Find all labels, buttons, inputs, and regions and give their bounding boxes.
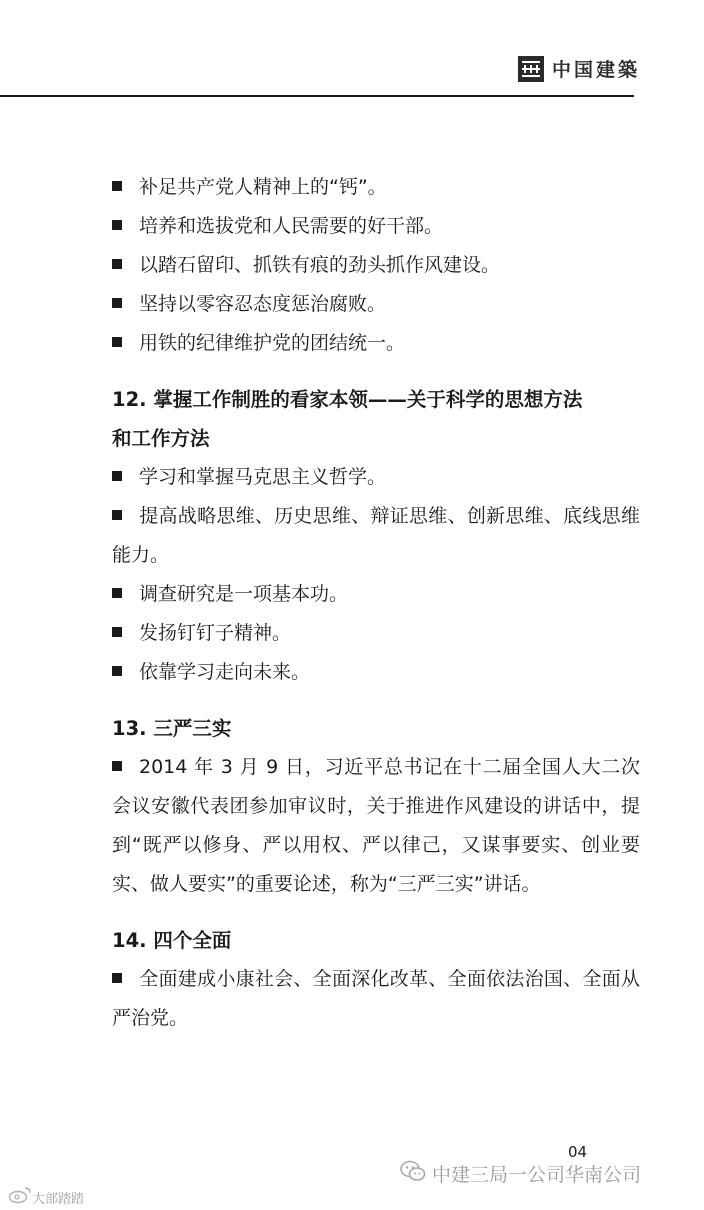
page-header [0, 0, 704, 98]
weibo-watermark [8, 1186, 84, 1208]
watermark-text: 中建三局一公司华南公司 [432, 1164, 642, 1186]
square-bullet-icon [112, 337, 122, 347]
paragraph [112, 960, 640, 1038]
list-item [112, 285, 640, 324]
square-bullet-icon [112, 666, 122, 676]
weibo-text: 大部踏踏 [32, 1191, 85, 1207]
list-item-text: 以踏石留印、抓铁有痕的劲头抓作风建设。 [139, 254, 501, 276]
section-heading-12-cont: 和工作方法 [112, 427, 210, 450]
square-bullet-icon [112, 471, 122, 481]
list-item [112, 614, 640, 653]
square-bullet-icon [112, 761, 122, 771]
list-item [112, 207, 640, 246]
square-bullet-icon [112, 181, 122, 191]
list-item [112, 497, 640, 575]
paragraph [112, 748, 640, 904]
wechat-watermark [400, 1160, 641, 1187]
page-number: 04 [568, 1143, 588, 1161]
paragraph-text: 全面建成小康社会、全面深化改革、全面依法治国、全面从严治党。 [112, 968, 640, 1029]
list-item-text: 发扬钉钉子精神。 [139, 622, 292, 644]
cscec-logo [518, 55, 640, 82]
header-divider [0, 95, 634, 97]
list-item [112, 653, 640, 692]
list-item [112, 575, 640, 614]
logo-text: 中国建築 [552, 59, 641, 81]
list-item-text: 学习和掌握马克思主义哲学。 [139, 466, 387, 488]
list-item-text: 培养和选拔党和人民需要的好干部。 [139, 215, 444, 237]
cscec-logo-icon [518, 56, 544, 82]
list-item [112, 458, 640, 497]
wechat-icon [400, 1160, 426, 1187]
section-heading-12: 12. 掌握工作制胜的看家本领——关于科学的思想方法 [112, 388, 583, 411]
section-heading-13: 13. 三严三实 [112, 717, 232, 740]
list-item [112, 324, 640, 363]
list-item [112, 246, 640, 285]
square-bullet-icon [112, 973, 122, 983]
square-bullet-icon [112, 298, 122, 308]
list-item-text: 依靠学习走向未来。 [139, 661, 311, 683]
list-item-text: 提高战略思维、历史思维、辩证思维、创新思维、底线思维能力。 [112, 505, 640, 566]
section-heading-14: 14. 四个全面 [112, 929, 232, 952]
document-body [112, 168, 640, 1038]
list-item-text: 用铁的纪律维护党的团结统一。 [139, 332, 406, 354]
square-bullet-icon [112, 220, 122, 230]
list-item-text: 坚持以零容忍态度惩治腐败。 [139, 293, 387, 315]
square-bullet-icon [112, 588, 122, 598]
square-bullet-icon [112, 259, 122, 269]
list-item [112, 168, 640, 207]
list-item-text: 补足共产党人精神上的“钙”。 [139, 176, 387, 198]
weibo-icon [8, 1186, 32, 1208]
paragraph-text: 2014 年 3 月 9 日，习近平总书记在十二届全国人大二次会议安徽代表团参加审议时，关于推进作风建设的讲话中，提到“既严以修身、严以用权、严以律己，又谋事要实、创业要实、做人要实”的重要论述，称为“三严三实”讲话。 [112, 756, 640, 895]
list-item-text: 调查研究是一项基本功。 [139, 583, 349, 605]
square-bullet-icon [112, 510, 122, 520]
square-bullet-icon [112, 627, 122, 637]
